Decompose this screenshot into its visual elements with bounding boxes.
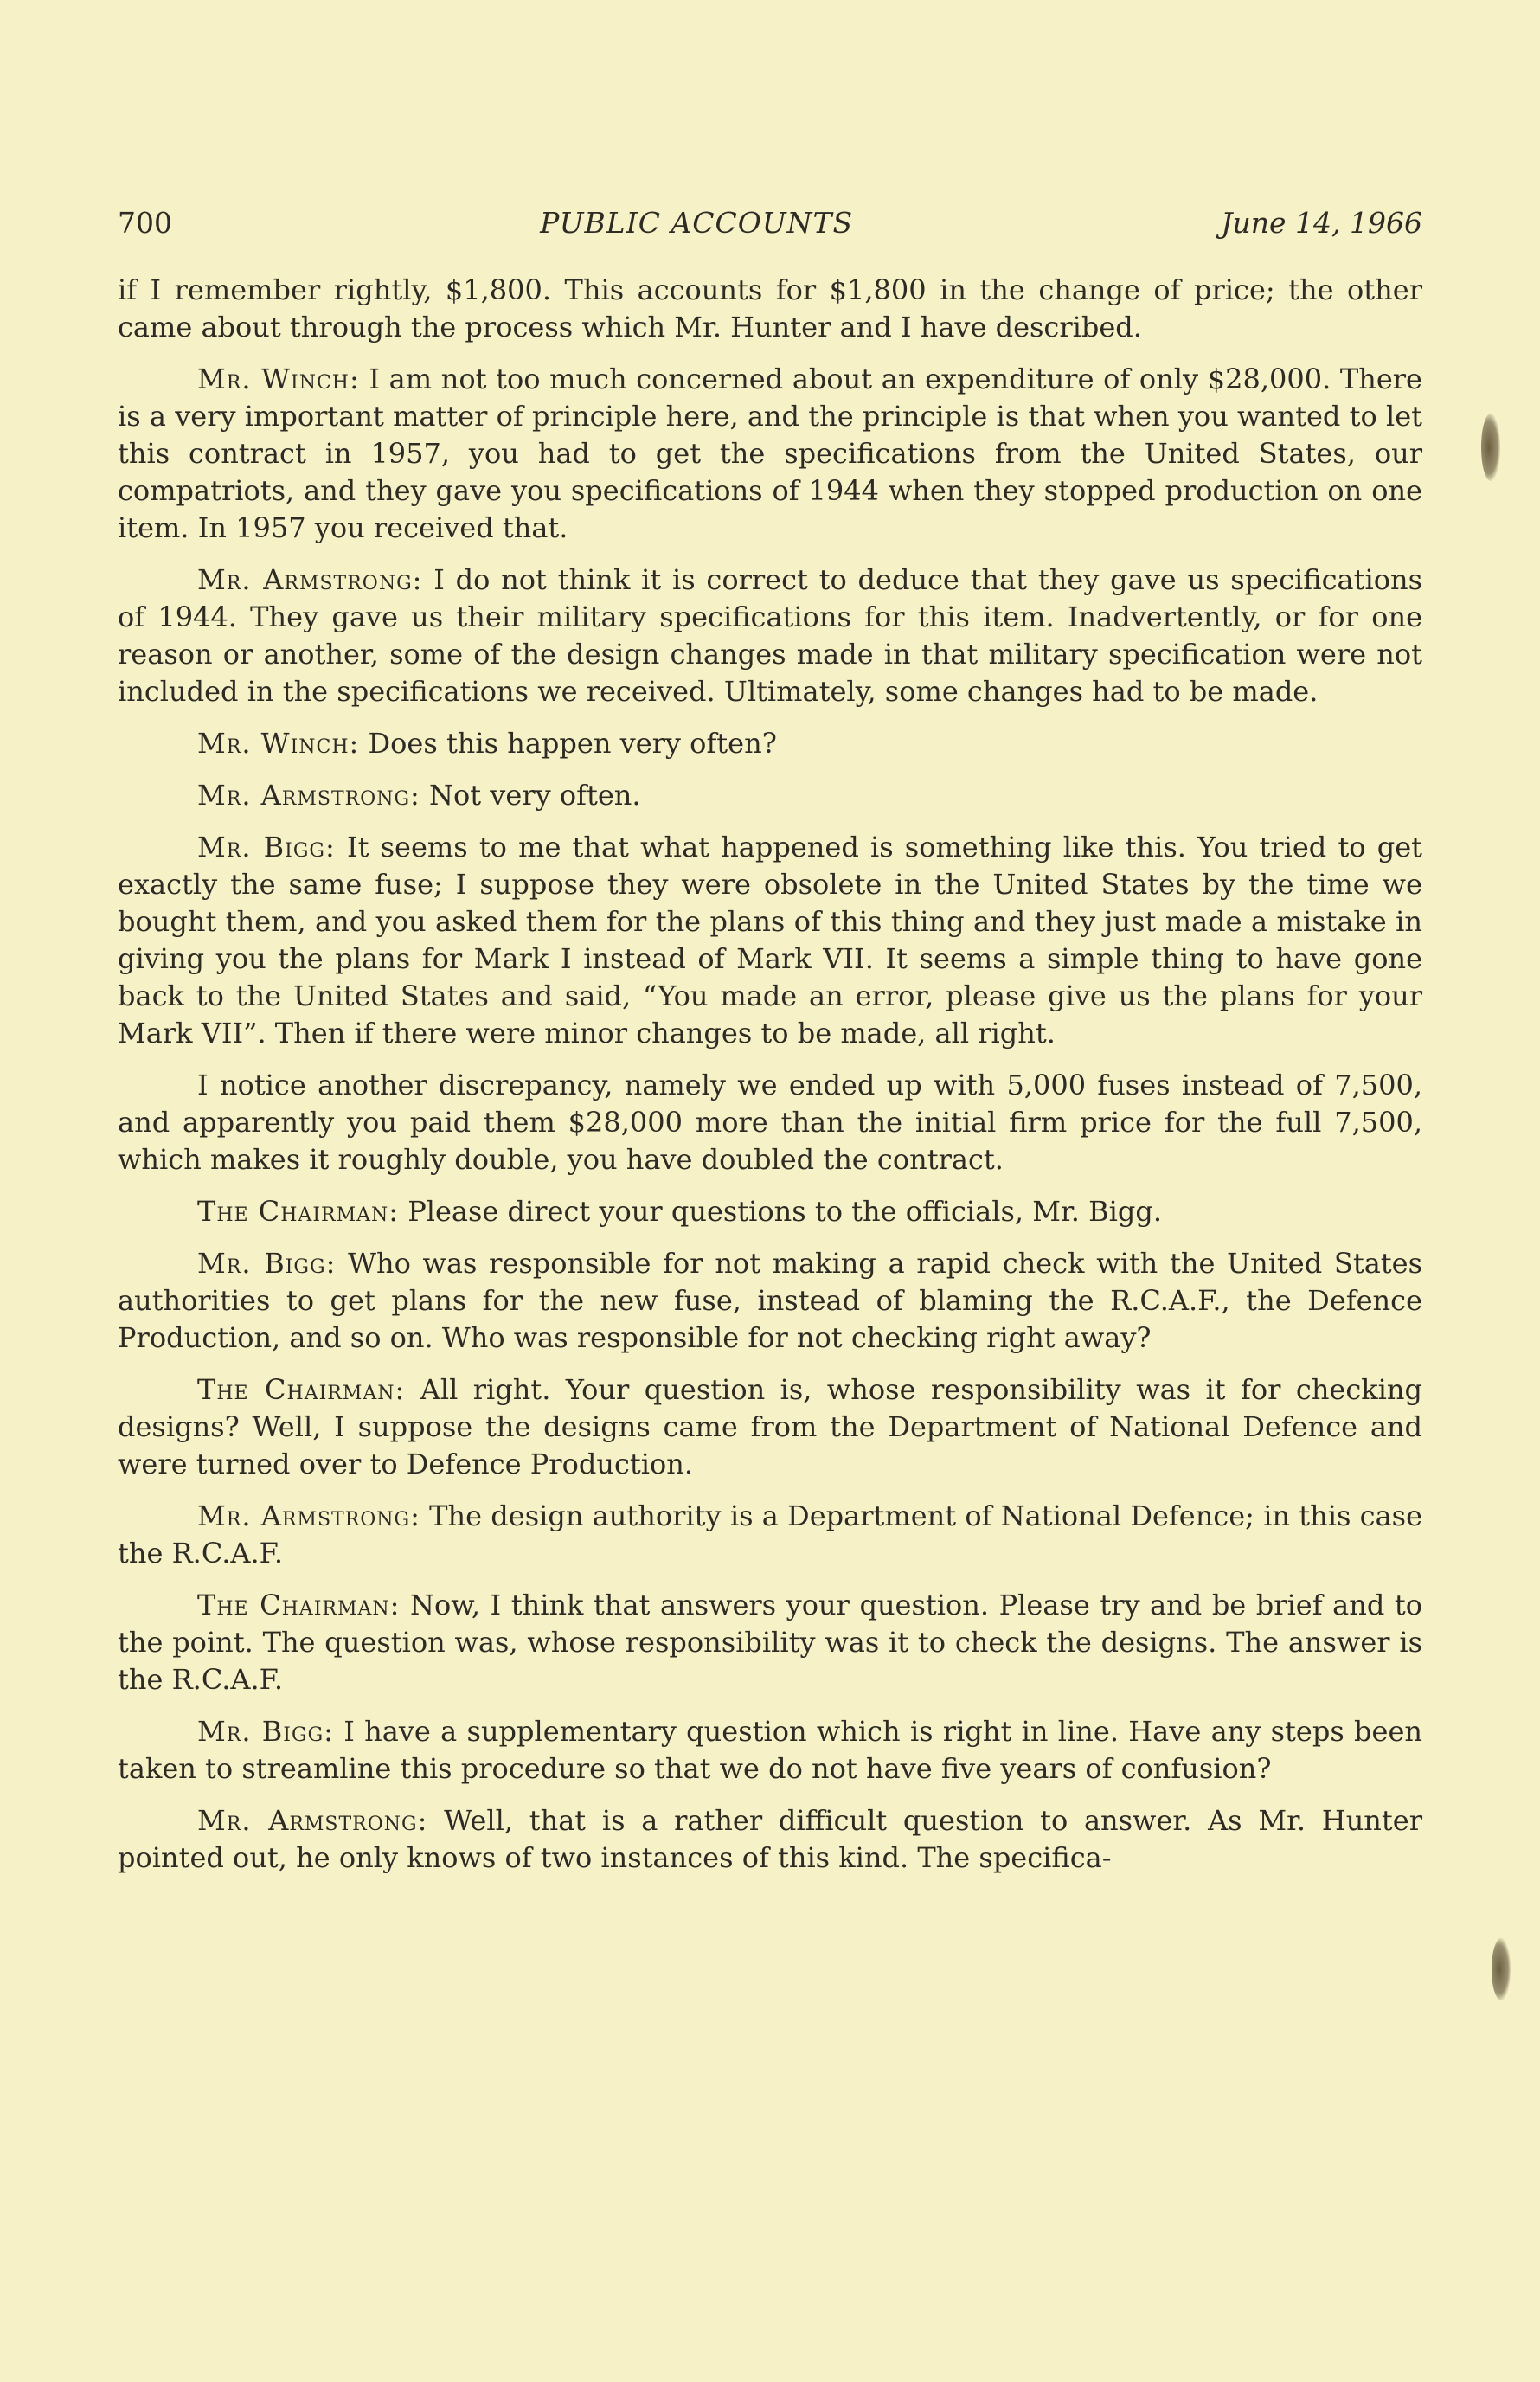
paragraph-text: Who was responsible for not making a rapid check with the United States authorities to get plans for the new fuse, instead of blaming the R.C.A.F., the Defence Production, and so on. Who was responsible for not checking right away?: [118, 1247, 1423, 1354]
page-number: 700: [118, 206, 172, 240]
paragraph: [118, 1713, 1422, 1788]
paragraph: [118, 562, 1422, 710]
speaker-name: Mr. Winch:: [197, 727, 360, 760]
speaker-name: The Chairman:: [197, 1373, 406, 1406]
paragraph: [118, 272, 1422, 346]
paragraph-text: Now, I think that answers your question. Please try and be brief and to the point. The question was, whose responsibility was it to check the designs. The answer is the R.C.A.F.: [118, 1589, 1422, 1696]
paragraph-text: I notice another discrepancy, namely we ended up with 5,000 fuses instead of 7,500, and apparently you paid them $28,000 more than the initial firm price for the full 7,500, which makes it roughly double, you have doubled the contract.: [118, 1069, 1422, 1176]
document-page: [118, 204, 1422, 1891]
paragraph-text: All right. Your question is, whose responsibility was it for checking designs? Well, I suppose the designs came from the Department of National Defence and were turned over to Defence Production.: [118, 1373, 1423, 1480]
speaker-name: Mr. Armstrong:: [197, 1804, 428, 1837]
body-text: [118, 272, 1422, 1877]
paragraph: [118, 725, 1422, 762]
paragraph-text: I am not too much concerned about an expenditure of only $28,000. There is a very important matter of principle here, and the principle is that when you wanted to let this contract in 1957, you had to get the specifications from the United States, our compatriots, and they gave you specifications of 1944 when they stopped production on one item. In 1957 you received that.: [118, 363, 1422, 544]
speaker-name: Mr. Bigg:: [197, 831, 336, 864]
paragraph-text: if I remember rightly, $1,800. This accounts for $1,800 in the change of price; the other came about through the process which Mr. Hunter and I have described.: [118, 273, 1422, 343]
paragraph: [118, 777, 1422, 814]
speaker-name: Mr. Winch:: [197, 363, 360, 395]
paragraph: [118, 361, 1422, 547]
speaker-name: The Chairman:: [197, 1195, 400, 1228]
speaker-name: Mr. Armstrong:: [197, 779, 420, 812]
paragraph-text: The design authority is a Department of National Defence; in this case the R.C.A.F.: [118, 1499, 1423, 1570]
paragraph: [118, 1067, 1422, 1178]
running-title: PUBLIC ACCOUNTS: [540, 206, 854, 240]
binding-mark: [1481, 414, 1500, 481]
paragraph: [118, 1245, 1422, 1357]
paragraph: [118, 1587, 1422, 1698]
header-date: June 14, 1966: [1221, 206, 1422, 240]
speaker-name: The Chairman:: [197, 1589, 401, 1621]
running-header: [118, 204, 1422, 242]
paragraph-text: Not very often.: [420, 779, 641, 812]
paragraph-text: Well, that is a rather difficult question to answer. As Mr. Hunter pointed out, he only knows of two instances of this kind. The specifica-: [118, 1804, 1422, 1874]
paragraph-text: I have a supplementary question which is right in line. Have any steps been taken to streamline this procedure so that we do not have five years of confusion?: [118, 1715, 1423, 1785]
speaker-name: Mr. Bigg:: [197, 1715, 334, 1748]
speaker-name: Mr. Bigg:: [197, 1247, 337, 1280]
paragraph-text: It seems to me that what happened is something like this. You tried to get exactly the same fuse; I suppose they were obsolete in the United States by the time we bought them, and you asked them for the plans of this thing and they just made a mistake in giving you the plans for Mark I instead of Mark VII. It seems a simple thing to have gone back to the United States and said, “You made an error, please give us the plans for your Mark VII”. Then if there were minor changes to be made, all right.: [118, 831, 1423, 1050]
paragraph: [118, 1371, 1422, 1483]
paragraph-text: Does this happen very often?: [359, 727, 777, 760]
paragraph-text: I do not think it is correct to deduce that they gave us specifications of 1944. They gave us their military specifications for this item. Inadvertently, or for one reason or another, some of the design changes made in that military specification were not included in the specifications we received. Ultimately, some changes had to be made.: [118, 563, 1423, 708]
paragraph: [118, 829, 1422, 1052]
paragraph-text: Please direct your questions to the officials, Mr. Bigg.: [399, 1195, 1162, 1228]
paragraph: [118, 1193, 1422, 1230]
speaker-name: Mr. Armstrong:: [197, 563, 423, 596]
binding-mark: [1492, 1938, 1511, 2000]
paragraph: [118, 1802, 1422, 1877]
speaker-name: Mr. Armstrong:: [197, 1499, 420, 1532]
paragraph: [118, 1498, 1422, 1572]
